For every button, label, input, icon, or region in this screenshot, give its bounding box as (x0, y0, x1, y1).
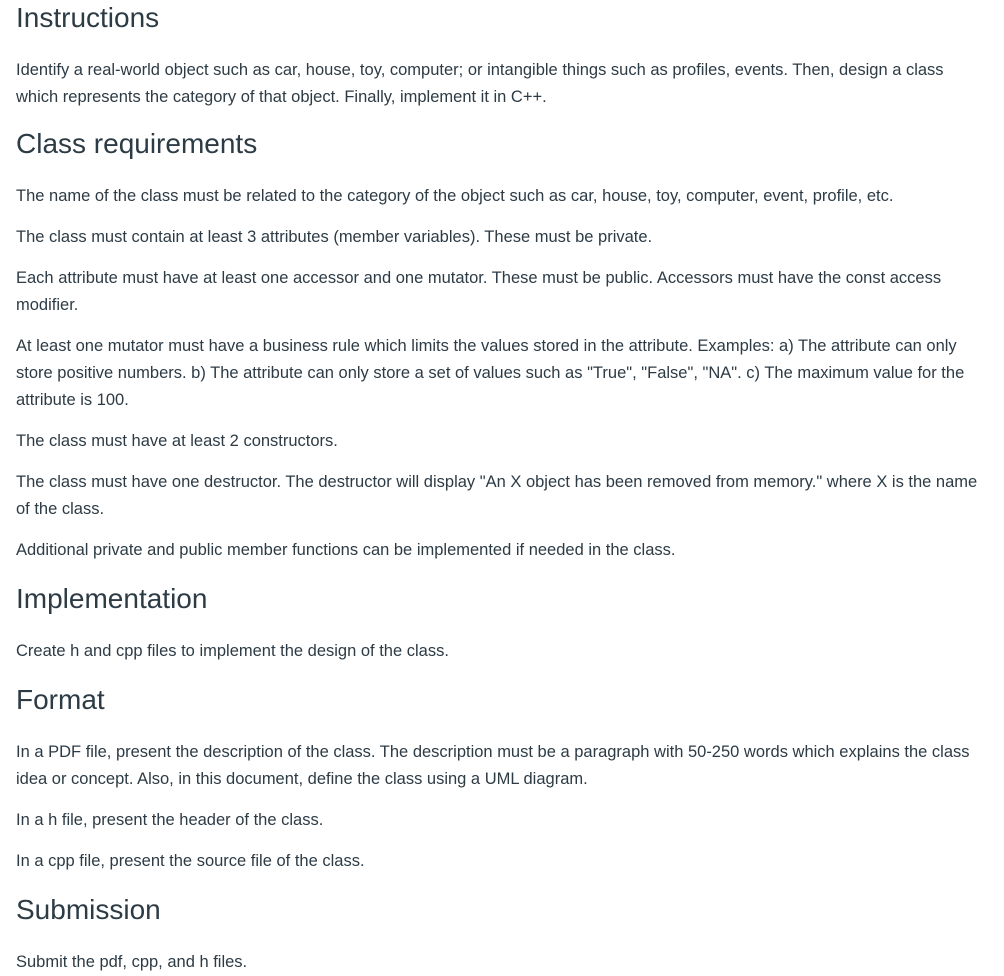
requirement-paragraph: The class must have one destructor. The destructor will display "An X object has been removed from memory." where X is the name of the class. (16, 473, 978, 518)
requirement-paragraph: The class must have at least 2 constructors. (16, 432, 338, 450)
requirement-paragraph: The class must contain at least 3 attributes (member variables). These must be private. (16, 228, 653, 246)
requirement-paragraph: At least one mutator must have a business rule which limits the values stored in the attribute. Examples: a) The attribute can only store positive numbers. b) The attribute can only store a set of values such as "True", "False", "NA". c) The maximum value for the attribute is 100. (16, 337, 965, 409)
requirement-paragraph: The name of the class must be related to the category of the object such as car, house, toy, computer, event, profile, etc. (16, 187, 894, 205)
format-paragraph: In a h file, present the header of the class. (16, 811, 324, 829)
requirement-paragraph: Additional private and public member functions can be implemented if needed in the class. (16, 541, 676, 559)
requirement-paragraph: Each attribute must have at least one accessor and one mutator. These must be public. Accessors must have the const access modifier. (16, 269, 942, 314)
implementation-heading: Implementation (16, 583, 208, 614)
instructions-intro: Identify a real-world object such as car, house, toy, computer; or intangible things such as profiles, events. Then, design a class which represents the category of that object. Finally, implement it in C++. (16, 61, 944, 106)
instructions-heading: Instructions (16, 2, 160, 33)
class-requirements-heading: Class requirements (16, 128, 258, 159)
format-paragraph: In a PDF file, present the description of the class. The description must be a paragraph with 50-250 words which explains the class idea or concept. Also, in this document, define the class using a UML diagram. (16, 743, 970, 788)
submission-text: Submit the pdf, cpp, and h files. (16, 953, 248, 971)
submission-heading: Submission (16, 894, 161, 925)
format-paragraph: In a cpp file, present the source file of the class. (16, 852, 365, 870)
format-heading: Format (16, 684, 105, 715)
implementation-text: Create h and cpp files to implement the design of the class. (16, 642, 449, 660)
